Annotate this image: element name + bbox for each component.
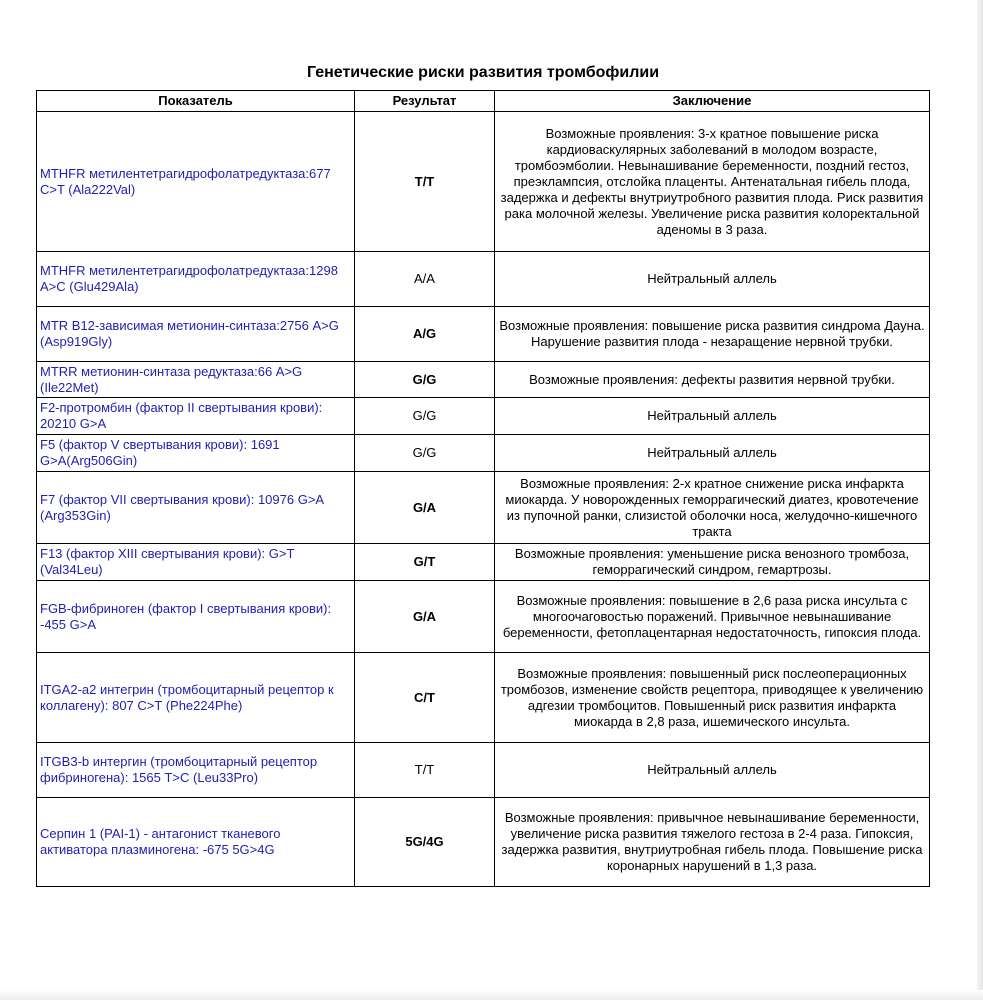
conclusion-cell: Нейтральный аллель — [495, 743, 930, 798]
conclusion-cell: Возможные проявления: 2-х кратное снижение риска инфаркта миокарда. У новорожденных геморрагический диатез, кровотечение из пупочной ранки, слизистой оболочки носа, желудочно-кишечного тракта — [495, 472, 930, 544]
table-row — [37, 544, 930, 581]
indicator-cell: FGB-фибриноген (фактор I свертывания крови): -455 G>A — [37, 581, 355, 653]
table-row — [37, 435, 930, 472]
table-row — [37, 307, 930, 362]
header-indicator: Показатель — [37, 91, 355, 112]
table-row — [37, 798, 930, 887]
indicator-cell: F7 (фактор VII свертывания крови): 10976 G>A (Arg353Gin) — [37, 472, 355, 544]
table-row — [37, 653, 930, 743]
table-row — [37, 252, 930, 307]
indicator-cell: Серпин 1 (PAI-1) - антагонист тканевого активатора плазминогена: -675 5G>4G — [37, 798, 355, 887]
indicator-cell: MTHFR метилентетрагидрофолатредуктаза:677 C>T (Ala222Val) — [37, 112, 355, 252]
page-edge-shadow — [977, 0, 983, 1000]
conclusion-cell: Нейтральный аллель — [495, 398, 930, 435]
indicator-cell: F2-протромбин (фактор II свертывания крови): 20210 G>A — [37, 398, 355, 435]
table-row — [37, 398, 930, 435]
result-cell: A/A — [355, 252, 495, 307]
conclusion-cell: Возможные проявления: дефекты развития нервной трубки. — [495, 362, 930, 398]
indicator-cell: ITGB3-b интергин (тромбоцитарный рецептор фибриногена): 1565 T>C (Leu33Pro) — [37, 743, 355, 798]
indicator-cell: ITGA2-a2 интегрин (тромбоцитарный рецептор к коллагену): 807 C>T (Phe224Phe) — [37, 653, 355, 743]
indicator-cell: F5 (фактор V свертывания крови): 1691 G>A(Arg506Gin) — [37, 435, 355, 472]
table-row — [37, 472, 930, 544]
header-conclusion: Заключение — [495, 91, 930, 112]
table-row — [37, 362, 930, 398]
report-title: Генетические риски развития тромбофилии — [306, 64, 660, 81]
result-cell: G/A — [355, 581, 495, 653]
result-cell: G/G — [355, 398, 495, 435]
conclusion-cell: Возможные проявления: 3-х кратное повышение риска кардиоваскулярных заболеваний в молодом возрасте, тромбоэмболии. Невынашивание беременности, поздний гестоз, преэклампсия, отслойка плаценты. Антенатальная гибель плода, задержка и дефекты внутриутробного развития плода. Риск развития рака молочной железы. Увеличение риска развития колоректальной аденомы в 3 раза. — [495, 112, 930, 252]
table-row — [37, 743, 930, 798]
conclusion-cell: Возможные проявления: повышенный риск послеоперационных тромбозов, изменение свойств рецептора, приводящее к увеличению адгезии тромбоцитов. Повышенный риск развития инфаркта миокарда в 2,8 раза, ишемического инсульта. — [495, 653, 930, 743]
result-cell: T/T — [355, 112, 495, 252]
conclusion-cell: Нейтральный аллель — [495, 435, 930, 472]
indicator-cell: MTRR метионин-синтаза редуктаза:66 A>G (Ile22Met) — [37, 362, 355, 398]
result-cell: 5G/4G — [355, 798, 495, 887]
result-cell: A/G — [355, 307, 495, 362]
conclusion-cell: Возможные проявления: привычное невынашивание беременности, увеличение риска развития тяжелого гестоза в 2-4 раза. Гипоксия, задержка развития, внутриутробная гибель плода. Повышение риска коронарных нарушений в 1,3 раза. — [495, 798, 930, 887]
results-table — [36, 90, 930, 887]
result-cell: G/A — [355, 472, 495, 544]
indicator-cell: MTHFR метилентетрагидрофолатредуктаза:1298 A>C (Glu429Ala) — [37, 252, 355, 307]
conclusion-cell: Возможные проявления: повышение в 2,6 раза риска инсульта с многоочаговостью поражений. Привычное невынашивание беременности, фетоплацентарная недостаточность, гипоксия плода. — [495, 581, 930, 653]
indicator-cell: F13 (фактор XIII свертывания крови): G>T (Val34Leu) — [37, 544, 355, 581]
result-cell: C/T — [355, 653, 495, 743]
result-cell: G/T — [355, 544, 495, 581]
table-header-row — [37, 91, 930, 112]
conclusion-cell: Возможные проявления: повышение риска развития синдрома Дауна. Нарушение развития плода - незаращение нервной трубки. — [495, 307, 930, 362]
table-row — [37, 581, 930, 653]
indicator-cell: MTR B12-зависимая метионин-синтаза:2756 A>G (Asp919Gly) — [37, 307, 355, 362]
page-bottom-shadow — [0, 990, 983, 1000]
conclusion-cell: Нейтральный аллель — [495, 252, 930, 307]
table-row — [37, 112, 930, 252]
result-cell: T/T — [355, 743, 495, 798]
result-cell: G/G — [355, 435, 495, 472]
conclusion-cell: Возможные проявления: уменьшение риска венозного тромбоза, геморрагический синдром, гемартрозы. — [495, 544, 930, 581]
result-cell: G/G — [355, 362, 495, 398]
header-result: Результат — [355, 91, 495, 112]
